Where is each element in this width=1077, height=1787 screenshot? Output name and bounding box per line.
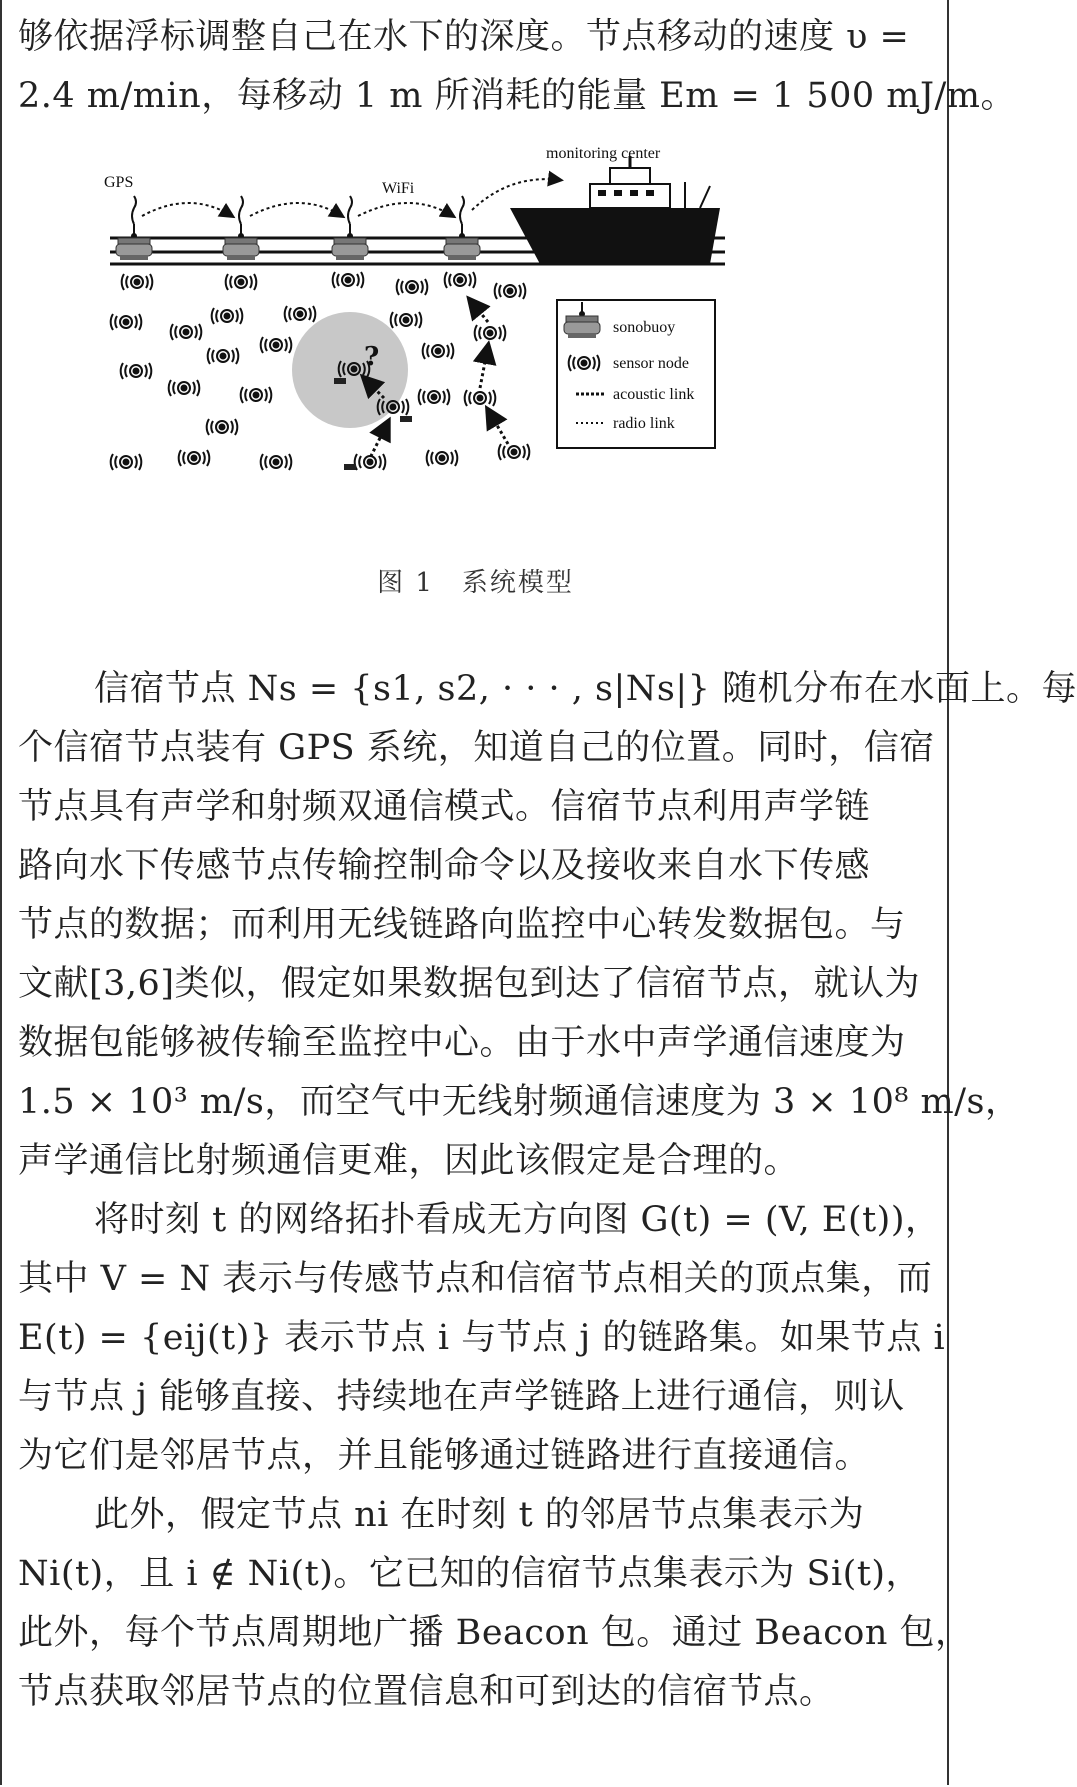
sensor-node-icon	[391, 312, 422, 328]
sensor-node-icon	[121, 363, 152, 379]
text-line: 此外，每个节点周期地广播 Beacon 包。通过 Beacon 包，	[18, 1613, 971, 1653]
sensor-node-icon	[208, 348, 239, 364]
sensor-node-icon	[179, 450, 210, 466]
sensor-node-icon	[111, 454, 142, 470]
text-line: 节点具有声学和射频双通信模式。信宿节点利用声学链	[18, 787, 871, 827]
sensor-node-icon	[333, 272, 364, 288]
ship-icon	[510, 156, 720, 264]
legend	[557, 300, 715, 448]
legend-sonobuoy: sonobuoy	[613, 319, 676, 336]
sensor-node-icon	[419, 389, 450, 405]
sensor-node-icon	[499, 444, 530, 460]
text-line: 1.5 × 10³ m/s，而空气中无线射频通信速度为 3 × 10⁸ m/s，	[18, 1082, 1021, 1122]
sensor-node-icon	[445, 272, 476, 288]
monitoring-center-label: monitoring center	[546, 145, 661, 162]
sensor-node-icon	[465, 390, 496, 406]
sensor-node-icon	[285, 306, 316, 322]
text-line: 信宿节点 Ns = {s1, s2, · · · , s|Ns|} 随机分布在水面上。每	[94, 669, 1077, 709]
text-line: 声学通信比射频通信更难，因此该假定是合理的。	[18, 1141, 800, 1181]
text-line: 够依据浮标调整自己在水下的深度。节点移动的速度 υ =	[18, 17, 910, 57]
sensor-node-icon	[355, 454, 386, 470]
system-model-figure	[104, 145, 830, 560]
sensor-node-icon	[207, 419, 238, 435]
text-line: 2.4 m/min，每移动 1 m 所消耗的能量 Em = 1 500 mJ/m。	[18, 76, 1016, 116]
sensor-node-icon	[427, 450, 458, 466]
sensor-node-icon	[226, 274, 257, 290]
sensor-node-icon	[171, 324, 202, 340]
paragraph-neighbors	[18, 1486, 971, 1722]
sensor-node-icon	[241, 387, 272, 403]
text-line: 将时刻 t 的网络拓扑看成无方向图 G(t) = (V, E(t))，	[94, 1200, 941, 1240]
text-line: E(t) = {eij(t)} 表示节点 i 与节点 j 的链路集。如果节点 i	[18, 1318, 946, 1358]
sensor-node-icon	[261, 454, 292, 470]
sonobuoy-icon	[223, 224, 259, 260]
sensor-node-icon	[495, 283, 526, 299]
text-line: 路向水下传感节点传输控制命令以及接收来自水下传感	[18, 846, 871, 886]
text-line: 与节点 j 能够直接、持续地在声学链路上进行通信，则认	[18, 1377, 905, 1417]
paragraph-topology	[18, 1191, 946, 1486]
sensor-node-icon	[397, 279, 428, 295]
text-line: 为它们是邻居节点，并且能够通过链路进行直接通信。	[18, 1436, 871, 1476]
legend-acoustic-link: acoustic link	[613, 386, 695, 403]
sensor-node-icon	[122, 274, 153, 290]
text-line: 此外，假定节点 ni 在时刻 t 的邻居节点集表示为	[94, 1495, 865, 1535]
coverage-area	[292, 312, 408, 428]
text-line: Ni(t)，且 i ∉ Ni(t)。它已知的信宿节点集表示为 Si(t)，	[18, 1554, 922, 1594]
sensor-node-icon	[475, 325, 506, 341]
sonobuoy-icon	[332, 224, 368, 260]
sensor-node-icon	[261, 337, 292, 353]
paragraph-sink-nodes	[18, 660, 1077, 1191]
text-line: 数据包能够被传输至监控中心。由于水中声学通信速度为	[18, 1023, 906, 1063]
text-line: 个信宿节点装有 GPS 系统，知道自己的位置。同时，信宿	[18, 728, 935, 768]
sensor-node-icon	[169, 380, 200, 396]
gps-label: GPS	[104, 174, 134, 191]
top-text	[18, 8, 1016, 126]
text-line: 节点获取邻居节点的位置信息和可到达的信宿节点。	[18, 1672, 835, 1712]
question-mark: ?	[364, 342, 380, 372]
sonobuoy-icon	[116, 224, 152, 260]
text-line: 文献[3,6]类似，假定如果数据包到达了信宿节点，就认为	[18, 964, 920, 1004]
sensor-node-icon	[423, 343, 454, 359]
legend-radio-link: radio link	[613, 415, 675, 432]
sonobuoy-icon	[444, 224, 480, 260]
legend-sensor-node: sensor node	[613, 355, 689, 372]
wifi-label: WiFi	[382, 180, 415, 197]
text-line: 节点的数据；而利用无线链路向监控中心转发数据包。与	[18, 905, 906, 945]
text-line: 其中 V = N 表示与传感节点和信宿节点相关的顶点集，而	[18, 1259, 933, 1299]
sensor-node-icon	[111, 314, 142, 330]
sensor-node-icon	[212, 308, 243, 324]
figure-caption: 图 1 系统模型	[377, 568, 574, 598]
